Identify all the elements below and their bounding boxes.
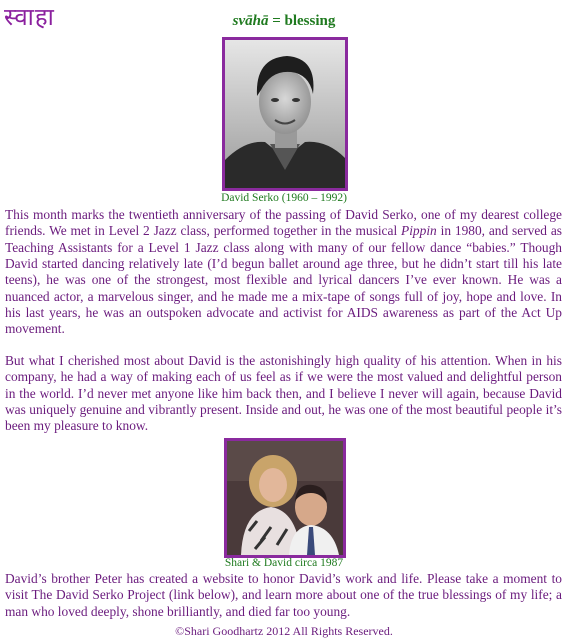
david-portrait-photo	[222, 37, 348, 191]
paragraph-1	[5, 207, 562, 338]
photo2-caption: Shari & David circa 1987	[224, 557, 344, 569]
photo1-caption: David Serko (1960 – 1992)	[221, 192, 347, 204]
title-word: svāhā	[232, 13, 269, 29]
page-title	[0, 13, 568, 30]
paragraph-1-part2: in 1980, and served as Teaching Assistants for a Level 1 Jazz class along with many of our fellow dance “babies.” Though David started dancing relatively late (I’d begun ballet around age three, but he didn’t start till his late teens), he was one of the strongest, most flexible and lyrical dancers I’ve ever known. He was a nuanced actor, a marvelous singer, and he made me a mix-tape of songs full of joy, hope and love. In his last years, he was an outspoken advocate and activist for AIDS awareness as part of the Act Up movement.	[5, 223, 562, 337]
paragraph-1-part1: This month marks the twentieth anniversary of the passing of David Serko, one of my dearest college friends. We met in Level 2 Jazz class, performed together in the musical	[5, 207, 562, 239]
copyright-notice: ©Shari Goodhartz 2012 All Rights Reserved.	[175, 624, 393, 638]
shari-david-photo	[224, 438, 346, 558]
title-meaning: = blessing	[268, 13, 336, 29]
couple-image	[227, 441, 343, 555]
pippin-title: Pippin	[401, 223, 437, 239]
paragraph-3: David’s brother Peter has created a website to honor David’s work and life. Please take a moment to visit The David Serko Project (link below), and learn more about one of the true blessings of my life; a man who loved deeply, shone brilliantly, and died far too young.	[5, 571, 562, 619]
svaha-logo: स्वाहा	[4, 3, 55, 31]
portrait-image	[225, 40, 345, 188]
paragraph-2: But what I cherished most about David is the astonishingly high quality of his attention. When in his company, he had a way of making each of us feel as if we were the most valued and delightful person in the world. I’d never met anyone like him back then, and I believe I never will again, because David was uniquely genuine and vibrantly present. Inside and out, he was one of the most beautiful people it’s been my pleasure to know.	[5, 353, 562, 434]
